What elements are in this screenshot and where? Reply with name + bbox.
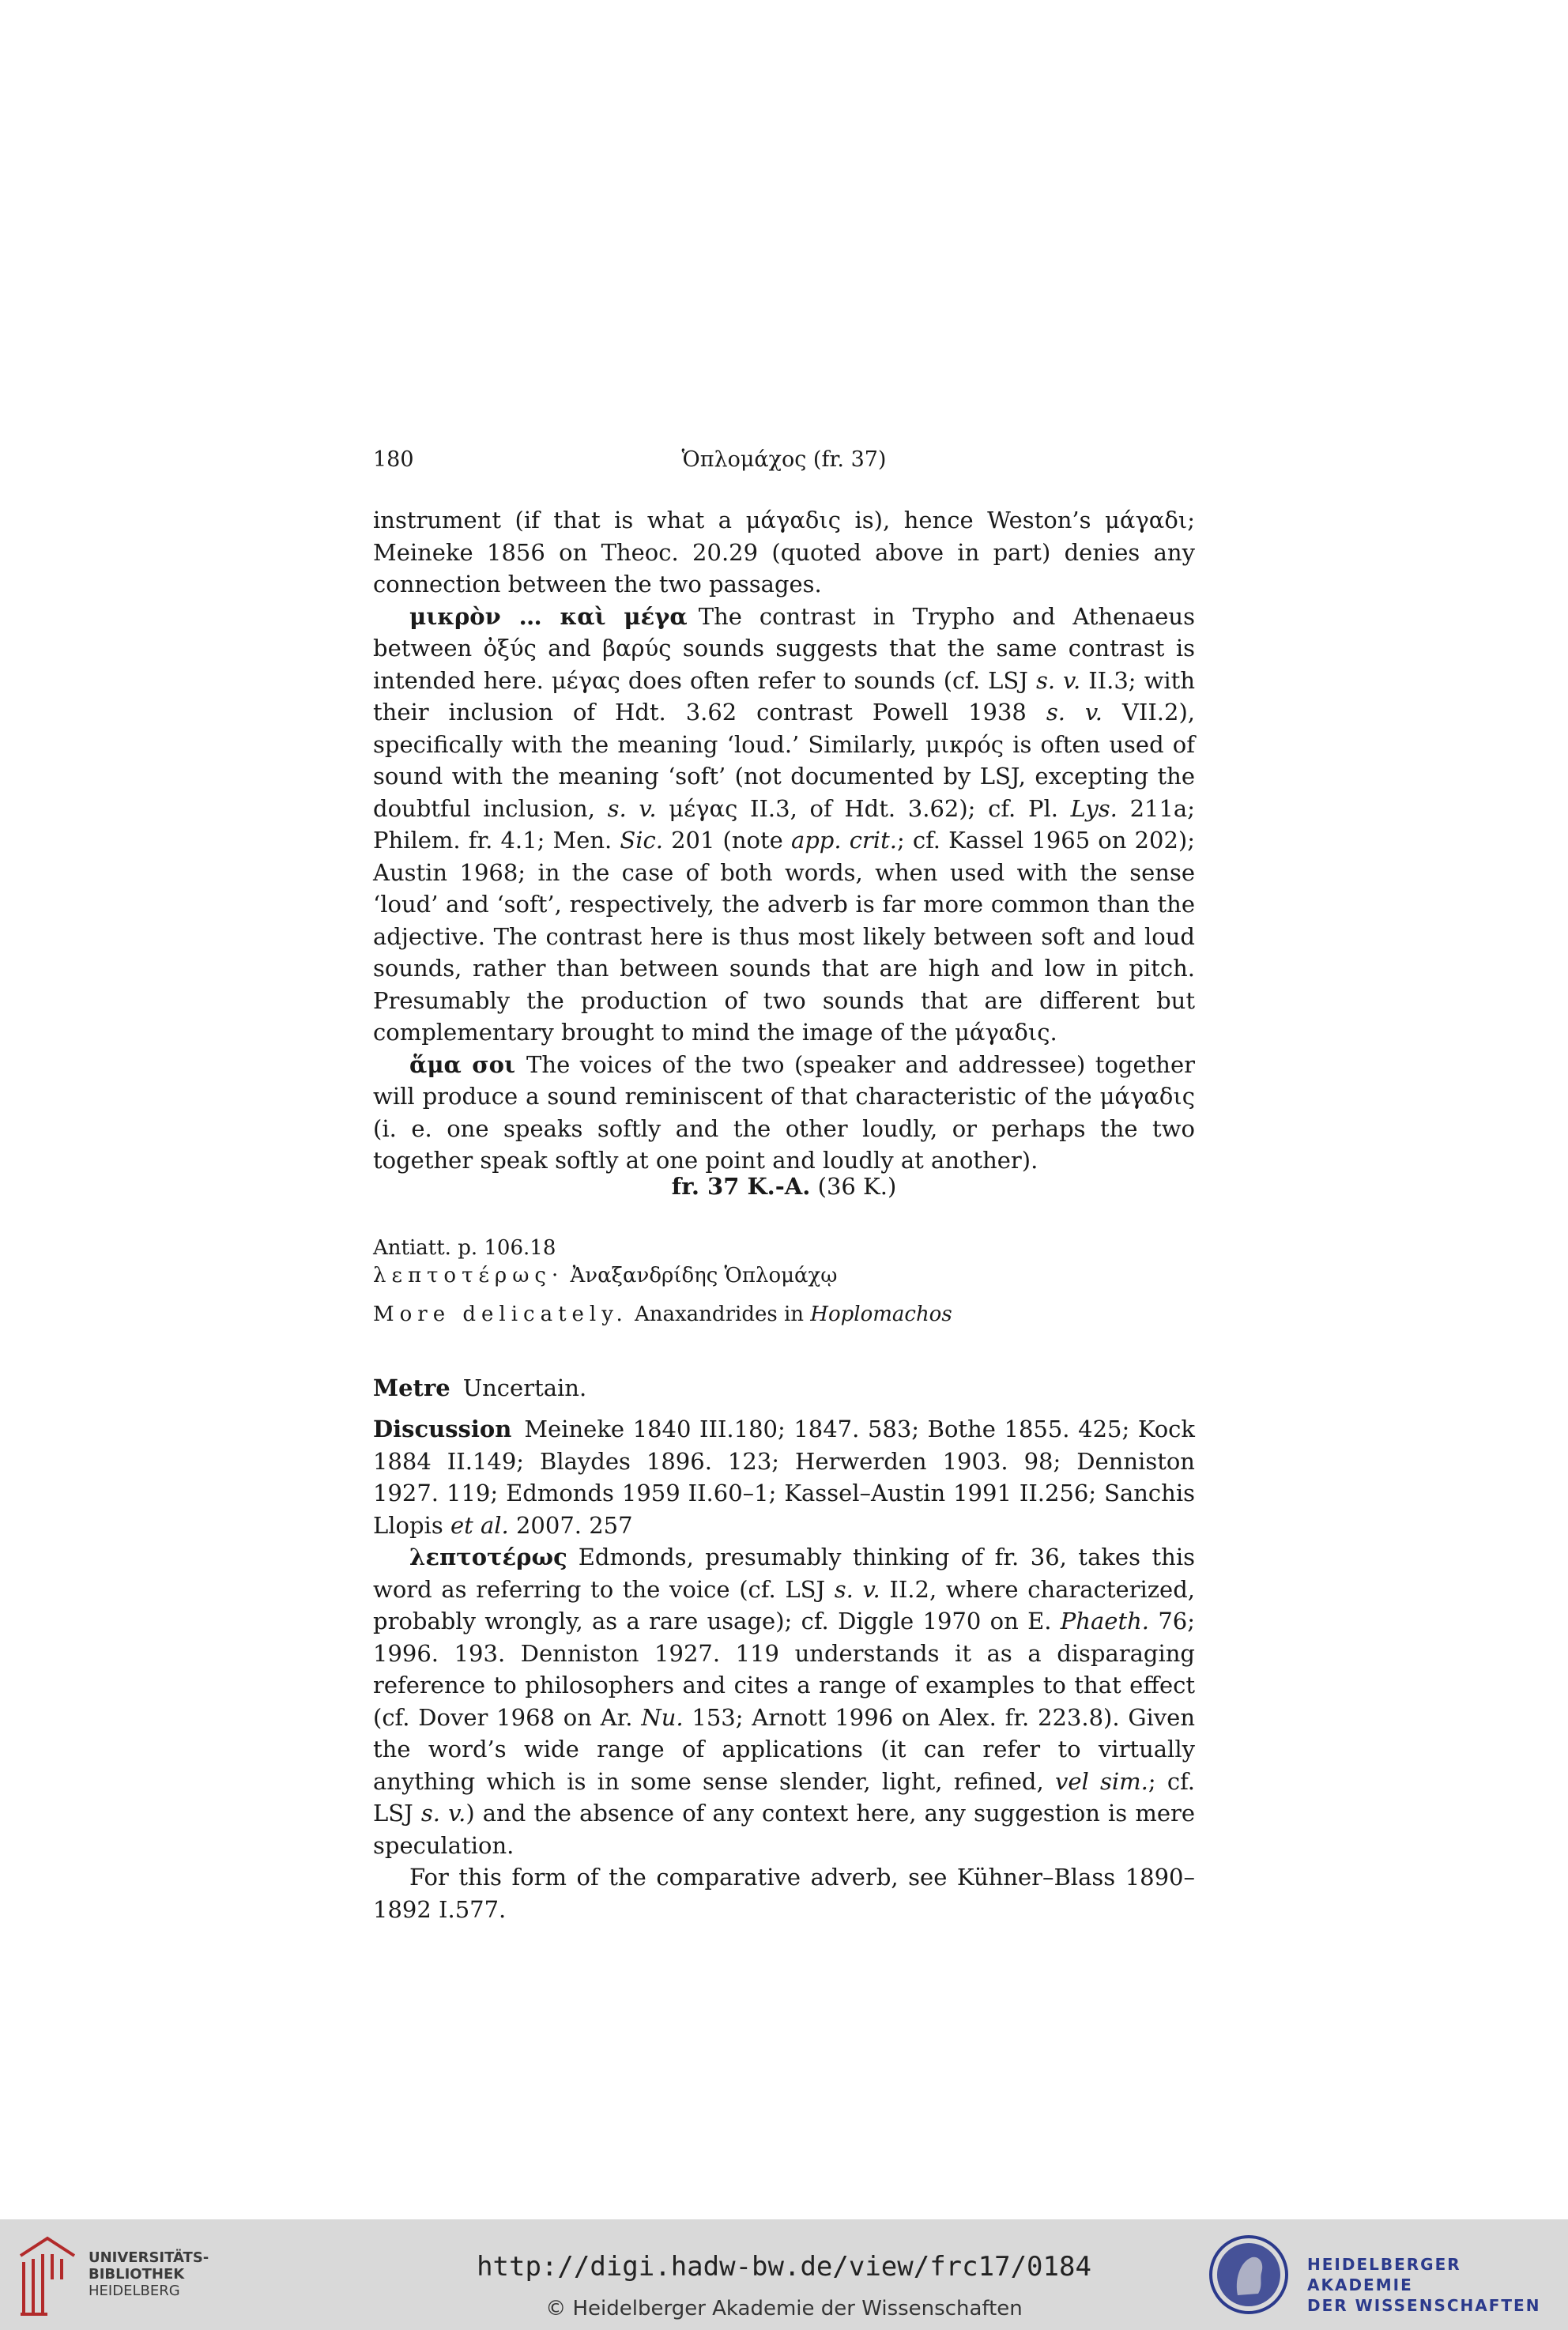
fragment-heading: fr. 37 K.-A. (36 K.) (671, 1173, 897, 1200)
running-title: Ὁπλομάχος (fr. 37) (681, 447, 887, 472)
discussion-label: Discussion (373, 1416, 512, 1442)
commentary-body (373, 504, 1195, 1177)
source-reference: Antiatt. p. 106.18 (373, 1236, 556, 1260)
paragraph: For this form of the comparative adverb, see Kühner–Blass 1890–1892 I.577. (373, 1864, 1195, 1923)
footer-banner (0, 2219, 1568, 2330)
greek-text: λεπτοτέρως· Ἀναξανδρίδης Ὁπλομάχῳ (373, 1264, 838, 1288)
paragraph-lemma-hama: ἅμα σοι The voices of the two (speaker and addressee) together will produce a sound reminiscent of that characteristic of the μάγαδις (i. e. one speaks softly and the other loudly, or perhaps the two together speak softly at one point and loudly at another). (373, 1050, 1195, 1174)
lemma: ἅμα σοι (409, 1050, 516, 1078)
discussion-references: Discussion Meineke 1840 III.180; 1847. 583; Bothe 1855. 425; Kock 1884 II.149; Blaydes 1896. 123; Herwerden 1903. 98; Denniston 1927. 119; Edmonds 1959 II.60–1; Kassel–Austin 1991 II.256; Sanchis Llopis et al. 2007. 257 (373, 1416, 1195, 1539)
hadw-seal-logo-icon[interactable] (1208, 2234, 1290, 2316)
discussion-section (373, 1413, 1195, 1925)
metre-section (373, 1372, 1195, 1404)
permalink-url[interactable]: http://digi.hadw-bw.de/view/frc17/0184 (477, 2251, 1091, 2283)
lemma: λεπτοτέρως (409, 1544, 567, 1570)
paragraph: instrument (if that is what a μάγαδις is), hence Weston’s μάγαδι; Meineke 1856 on Theoc. 20.29 (quoted above in part) denies any connection between the two passages. (373, 507, 1195, 598)
translation: More delicately. Anaxandrides in Hoplomachos (373, 1303, 952, 1326)
page-number: 180 (373, 447, 414, 472)
lemma: μικρὸν … καὶ μέγα (409, 602, 688, 630)
metre-text: Uncertain. (462, 1374, 587, 1401)
copyright-notice: © Heidelberger Akademie der Wissenschaften (545, 2297, 1023, 2321)
paragraph-lemma-leptoteros: λεπτοτέρως Edmonds, presumably thinking of fr. 36, takes this word as referring to the voice (cf. LSJ s. v. II.2, where characterized, probably wrongly, as a rare usage); cf. Diggle 1970 on E. Phaeth. 76; 1996. 193. Denniston 1927. 119 understands it as a disparaging reference to philosophers and cites a range of examples to that effect (cf. Dover 1968 on Ar. Nu. 153; Arnott 1996 on Alex. fr. 223.8). Given the word’s wide range of applications (it can refer to virtually anything which is in some sense slender, light, refined, vel sim.; cf. LSJ s. v.) and the absence of any context here, any suggestion is mere speculation. (373, 1544, 1196, 1859)
fragment-source (373, 1235, 1195, 1329)
ub-wordmark: UNIVERSITÄTS- BIBLIOTHEK HEIDELBERG (89, 2249, 209, 2299)
hadw-wordmark: HEIDELBERGER AKADEMIE DER WISSENSCHAFTEN (1307, 2255, 1541, 2315)
running-head (373, 447, 1195, 479)
metre-label: Metre (373, 1374, 450, 1401)
paragraph-lemma-mikron: μικρὸν … καὶ μέγα The contrast in Trypho and Athenaeus between ὀξύς and βαρύς sounds suggests that the same contrast is intended here. μέγας does often refer to sounds (cf. LSJ s. v. II.3; with their inclusion of Hdt. 3.62 contrast Powell 1938 s. v. VII.2), specifically with the meaning ‘loud.’ Similarly, μικρός is often used of sound with the meaning ‘soft’ (not documented by LSJ, excepting the doubtful inclusion, s. v. μέγας II.3, of Hdt. 3.62); cf. Pl. Lys. 211a; Philem. fr. 4.1; Men. Sic. 201 (note app. crit.; cf. Kassel 1965 on 202); Austin 1968; in the case of both words, when used with the sense ‘loud’ and ‘soft’, respectively, the adverb is far more common than the adjective. The contrast here is thus most likely between soft and loud sounds, rather than between sounds that are high and low in pitch. Presumably the production of two sounds that are different but complementary brought to mind the image of the μάγαδις. (373, 602, 1196, 1046)
